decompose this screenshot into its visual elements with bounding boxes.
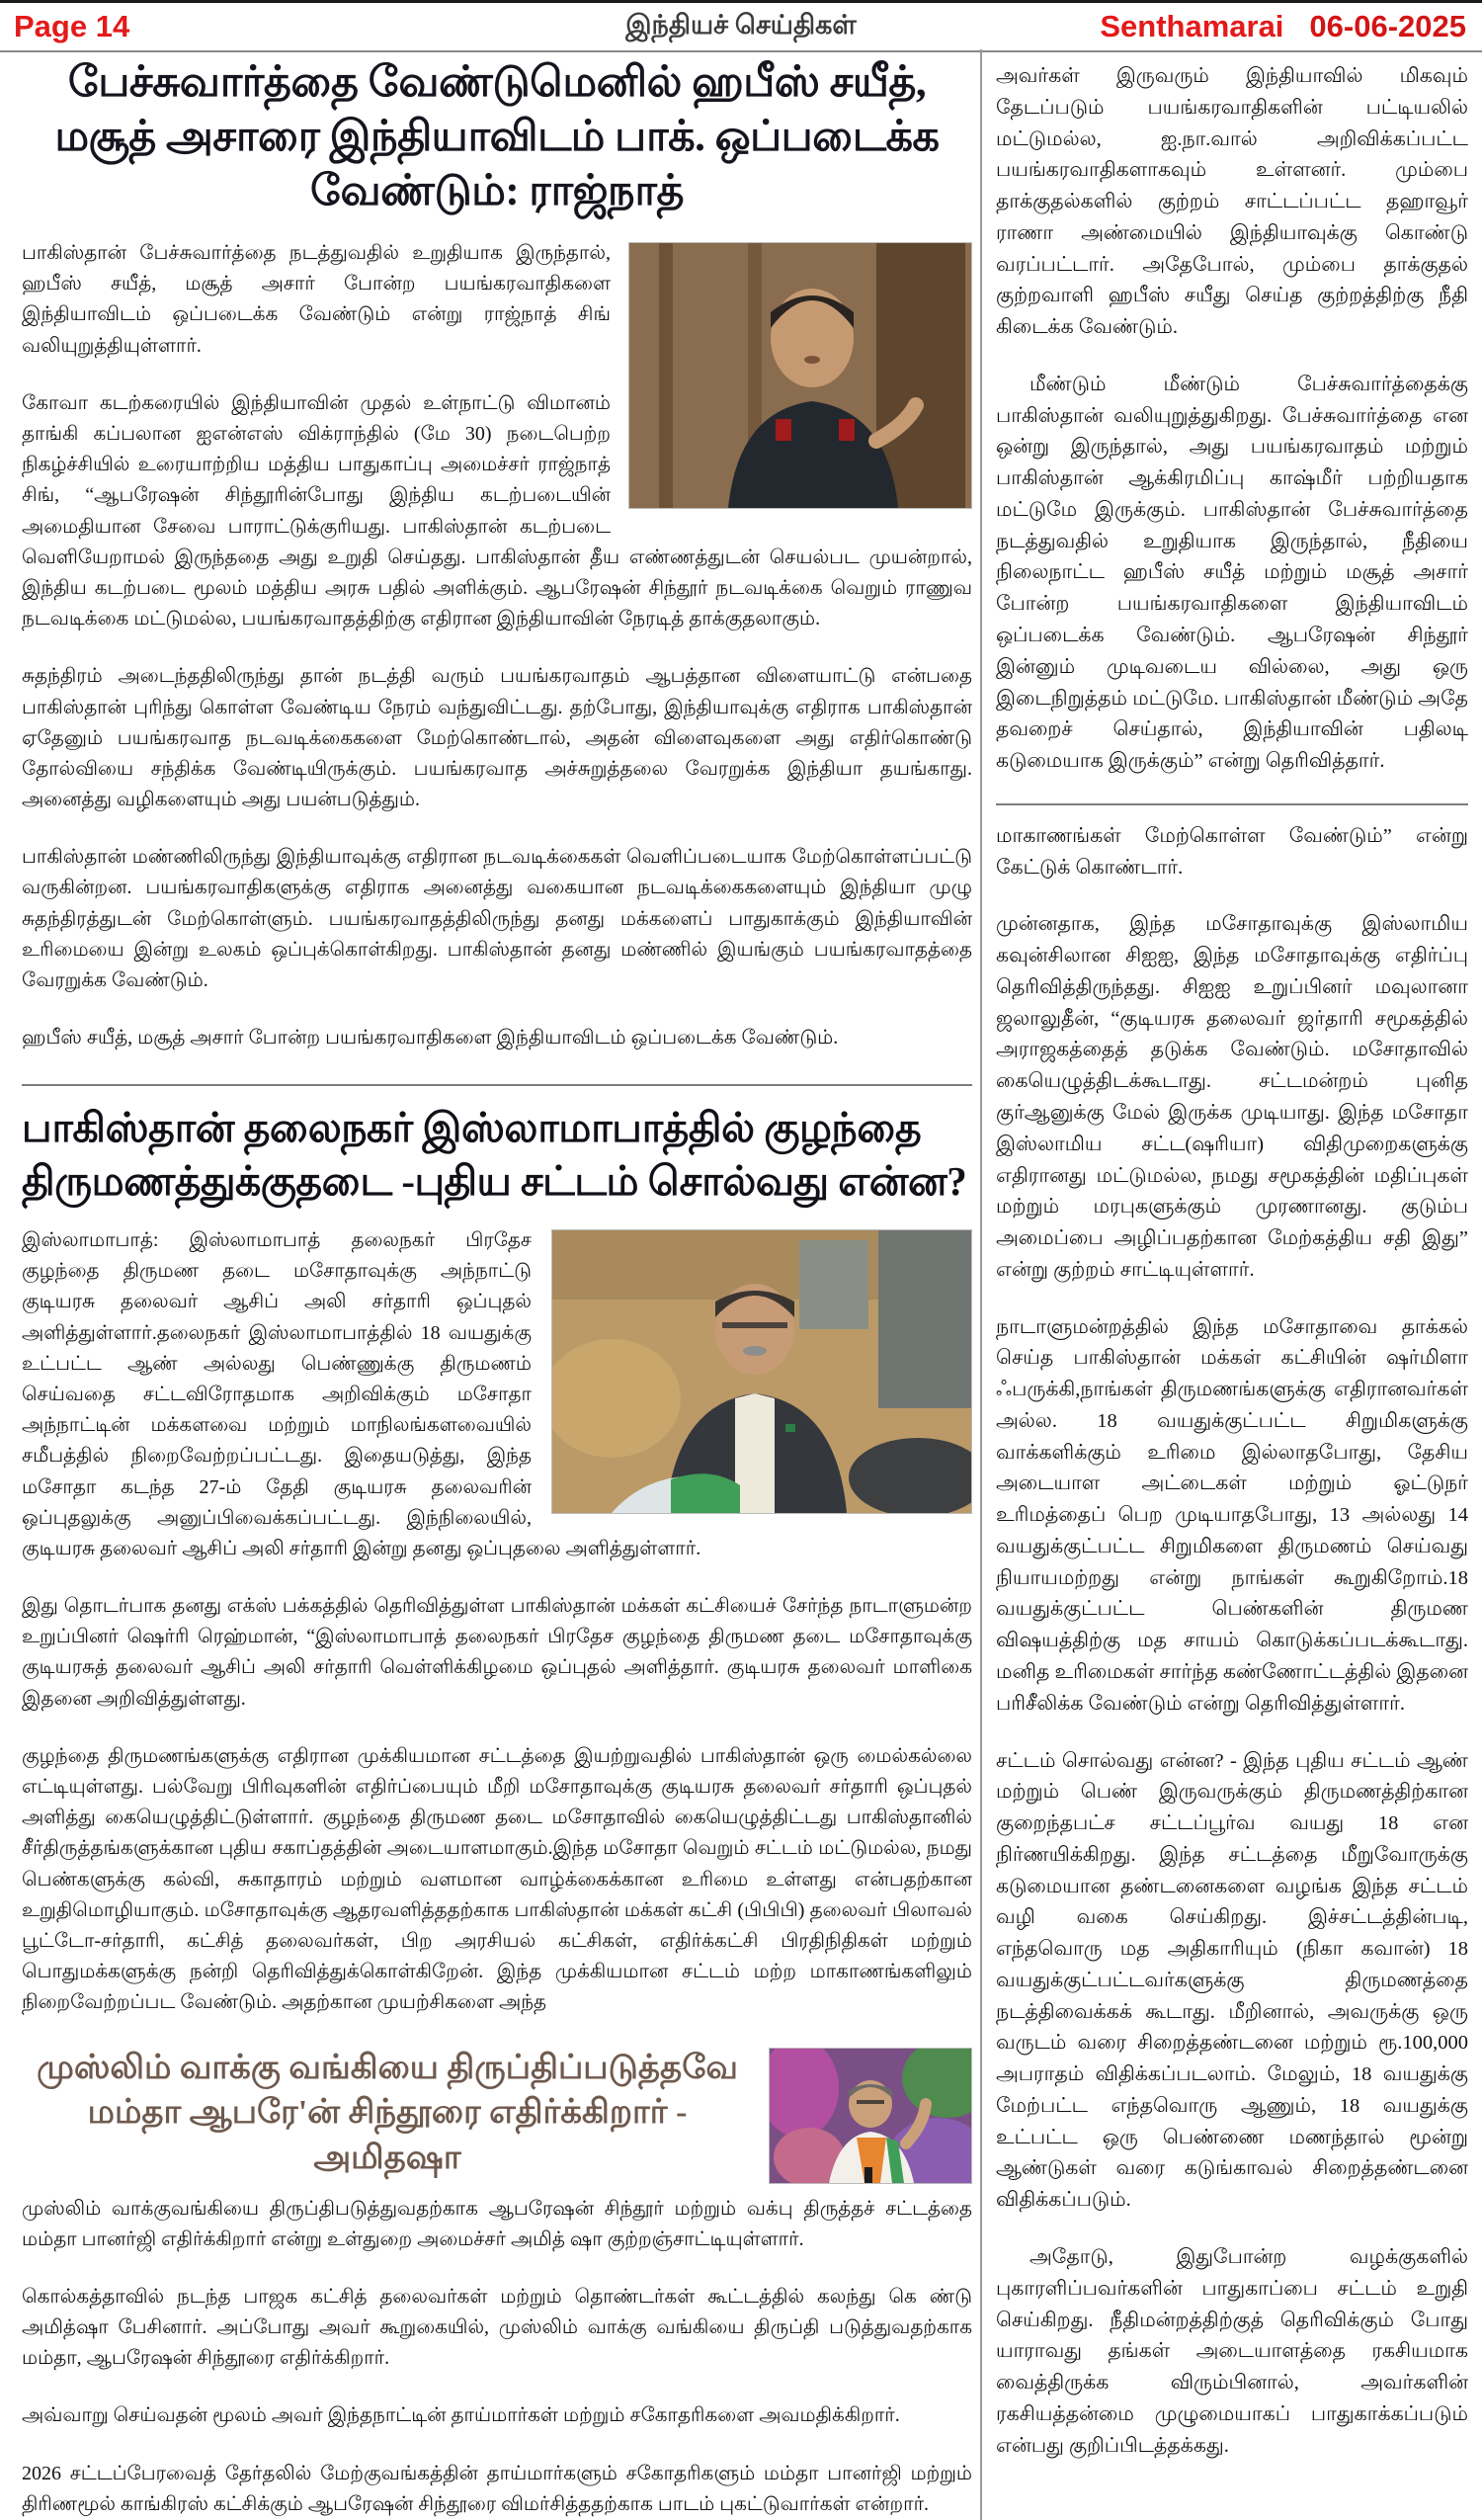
masthead bbox=[1100, 9, 1466, 44]
right-column-separator bbox=[996, 803, 1468, 805]
rajnath-singh-photo bbox=[628, 242, 972, 509]
issue-date: 06-06-2025 bbox=[1309, 9, 1466, 43]
article3-paragraph: கொல்கத்தாவில் நடந்த பாஜக கட்சித் தலைவர்கள் மற்றும் தொண்டர்கள் கூட்டத்தில் கலந்து கெ ண்டு அமித்ஷா பேசினார். அப்போது அவர் கூறுகையில், முஸ்லிம் வாக்கு வங்கியை திருப்தி படுத்துவதற்காக மம்தா, ஆபரேஷன் சிந்தூரை எதிர்க்கிறார். bbox=[22, 2285, 972, 2370]
column-divider bbox=[980, 49, 982, 2520]
article3-body bbox=[22, 2194, 972, 2520]
page-header bbox=[0, 0, 1482, 52]
article-amit-shah-mamata bbox=[22, 2046, 972, 2520]
article1-continuation: மீண்டும் மீண்டும் பேச்சுவார்த்தைக்கு பாகிஸ்தான் வலியுறுத்துகிறது. பேச்சுவார்த்தை என ஒன்று இருந்தால், அது பயங்கரவாதம் மற்றும் பாகிஸ்தான் ஆக்கிரமிப்பு காஷ்மீர் பற்றியதாக மட்டுமே இருக்கும். பாகிஸ்தான் பேச்சுவார்த்தை நடத்துவதில் உறுதியாக இருந்தால், நீதியை நிலைநாட்ட ஹபீஸ் சயீத் மற்றும் மசூத் அசார் போன்ற பயங்கரவாதிகளை இந்தியாவிடம் ஒப்படைக்க வேண்டும். ஆபரேஷன் சிந்தூர் இன்னும் முடிவடைய வில்லை, அது ஒரு இடைநிறுத்தம் மட்டுமே. பாகிஸ்தான் மீண்டும் அதே தவறைச் செய்தால், இந்தியாவின் பதிலடி கடுமையாக இருக்கும்” என்று தெரிவித்தார். bbox=[996, 373, 1468, 773]
amit-shah-photo bbox=[769, 2048, 972, 2184]
page-number: Page 14 bbox=[14, 9, 130, 43]
article-separator bbox=[22, 1084, 972, 1086]
article2-continuation: அதோடு, இதுபோன்ற வழக்குகளில் புகாரளிப்பவர்களின் பாதுகாப்பை சட்டம் உறுதி செய்கிறது. நீதிமன்றத்திற்குத் தெரிவிக்கும் போது யாராவது தங்கள் அடையாளத்தை ரகசியமாக வைத்திருக்க விரும்பினால், அவர்களின் ரகசியத்தன்மை முழுமையாகப் பாதுகாக்கப்படும் என்பது குறிப்பிடத்தக்கது. bbox=[996, 2246, 1468, 2457]
article1-headline: பேச்சுவார்த்தை வேண்டுமெனில் ஹபீஸ் சயீத், மசூத் அசாரை இந்தியாவிடம் பாக். ஒப்படைக்க வேண்டும்: ராஜ்நாத் bbox=[54, 59, 940, 215]
article3-paragraph: முஸ்லிம் வாக்குவங்கியை திருப்திபடுத்துவதற்காக ஆபரேஷன் சிந்தூர் மற்றும் வக்பு திருத்தச் சட்டத்தை மம்தா பானர்ஜி எதிர்க்கிறார் என்று உள்துறை அமைச்சர் அமித் ஷா குற்றஞ்சாட்டியுள்ளார். bbox=[22, 2197, 972, 2250]
article2-headline: பாகிஸ்தான் தலைநகர் இஸ்லாமாபாத்தில் குழந்தை திருமணத்துக்குதடை -புதிய சட்டம் சொல்வது என்ன? bbox=[22, 1105, 967, 1204]
article1-paragraph: பாகிஸ்தான் பேச்சுவார்த்தை நடத்துவதில் உறுதியாக இருந்தால், ஹபீஸ் சயீத், மசூத் அசார் போன்ற பயங்கரவாதிகளை இந்தியாவிடம் ஒப்படைக்க வேண்டும் என்று ராஜ்நாத் சிங் வலியுறுத்தியுள்ளார். bbox=[22, 242, 611, 357]
article1-paragraph: ஹபீஸ் சயீத், மசூத் அசார் போன்ற பயங்கரவாதிகளை இந்தியாவிடம் ஒப்படைக்க வேண்டும். bbox=[22, 1027, 839, 1050]
zardari-photo bbox=[551, 1229, 972, 1514]
article2-paragraph: இஸ்லாமாபாத்: இஸ்லாமாபாத் தலைநகர் பிரதேச குழந்தை திருமண தடை மசோதாவுக்கு அந்நாட்டு குடியரசு தலைவர் ஆசிப் அலி சர்தாரி ஒப்புதல் அளித்துள்ளார்.தலைநகர் இஸ்லாமாபாத்தில் 18 வயதுக்கு உட்பட்ட ஆண் அல்லது பெண்ணுக்கு திருமணம் செய்வதை சட்டவிரோதமாக அறிவிக்கும் மசோதா அந்நாட்டின் மக்களவை மற்றும் மாநிலங்களவையில் சமீபத்தில் நிறைவேற்றப்பட்டது. இதையடுத்து, இந்த மசோதா கடந்த 27-ம் தேதி குடியரசு தலைவரின் ஒப்புதலுக்கு அனுப்பிவைக்கப்பட்டது. இந்நிலையில், குடியரசு தலைவர் ஆசிப் அலி சர்தாரி இன்று தனது ஒப்புதலை அளித்துள்ளார். bbox=[22, 1229, 701, 1559]
article1-paragraph: சுதந்திரம் அடைந்ததிலிருந்து தான் நடத்தி வரும் பயங்கரவாதம் ஆபத்தான விளையாட்டு என்பதை பாகிஸ்தான் புரிந்து கொள்ள வேண்டிய நேரம் வந்துவிட்டது. தற்போது, இந்தியாவுக்கு எதிராக பாகிஸ்தான் ஏதேனும் பயங்கரவாத நடவடிக்கைகளை மேற்கொண்டால், அதன் விளைவுகளை அது எதிர்கொண்டு தோல்வியை சந்திக்க வேண்டியிருக்கும். பயங்கரவாத அச்சுறுத்தலை வேரறுக்க இந்தியா தயங்காது. அனைத்து வழிகளையும் அது பயன்படுத்தும். bbox=[22, 665, 972, 811]
article1-paragraph: பாகிஸ்தான் மண்ணிலிருந்து இந்தியாவுக்கு எதிரான நடவடிக்கைகள் வெளிப்படையாக மேற்கொள்ளப்பட்டு வருகின்றன. பயங்கரவாதிகளுக்கு எதிராக அனைத்து வகையான நடவடிக்கைகளையும் இந்தியா முழு சுதந்திரத்துடன் மேற்கொள்ளும். பயங்கரவாதத்திலிருந்து தனது மக்களைப் பாதுகாக்கும் இந்தியாவின் உரிமையை இன்று உலகம் ஒப்புக்கொள்கிறது. பாகிஸ்தான் தனது மண்ணில் இயங்கும் பயங்கரவாதத்தை வேரறுக்க வேண்டும். bbox=[22, 846, 972, 992]
article2-paragraph: குழந்தை திருமணங்களுக்கு எதிரான முக்கியமான சட்டத்தை இயற்றுவதில் பாகிஸ்தான் ஒரு மைல்கல்லை எட்டியுள்ளது. பல்வேறு பிரிவுகளின் எதிர்ப்பையும் மீறி மசோதாவுக்கு குடியரசு தலைவர் சர்தாரி ஒப்புதல் அளித்து கையெழுத்திட்டுள்ளார். குழந்தை திருமண தடை மசோதாவில் கையெழுத்திட்டது பாகிஸ்தானில் சீர்திருத்தங்களுக்கான புதிய சகாப்தத்தின் அடையாளமாகும்.இந்த மசோதா வெறும் சட்டம் மட்டுமல்ல, நமது பெண்களுக்கு கல்வி, சுகாதாரம் மற்றும் வளமான வாழ்க்கைக்கான உரிமை உள்ளது என்பதற்கான உறுதிமொழியாகும். மசோதாவுக்கு ஆதரவளித்ததற்காக பாகிஸ்தான் மக்கள் கட்சி (பிபிபி) தலைவர் பிலாவல் பூட்டோ-சர்தாரி, கட்சித் தலைவர்கள், பிற அரசியல் கட்சிகள், எதிர்க்கட்சி பிரதிநிதிகள் மற்றும் பொதுமக்களுக்கு நன்றி தெரிவித்துக்கொள்கிறேன். இந்த முக்கியமான சட்டம் மற்ற மாகாணங்களிலும் நிறைவேற்றப்பட வேண்டும். அதற்கான முயற்சிகளை அந்த bbox=[22, 1744, 972, 2014]
article2-paragraph: இது தொடர்பாக தனது எக்ஸ் பக்கத்தில் தெரிவித்துள்ள பாகிஸ்தான் மக்கள் கட்சியைச் சேர்ந்த நாடாளுமன்ற உறுப்பினர் ஷெர்ரி ரெஹ்மான், “இஸ்லாமாபாத் தலைநகர் பிரதேச குழந்தை திருமண தடை மசோதாவுக்கு குடியரசுத் தலைவர் ஆசிப் அலி சர்தாரி வெள்ளிக்கிழமை ஒப்புதல் அளித்தார். குடியரசு தலைவர் மாளிகை இதனை அறிவித்துள்ளது. bbox=[22, 1595, 972, 1710]
section-title: இந்தியச் செய்திகள் bbox=[625, 9, 857, 40]
article3-paragraph: அவ்வாறு செய்வதன் மூலம் அவர் இந்தநாட்டின் தாய்மார்கள் மற்றும் சகோதரிகளை அவமதிக்கிறார். bbox=[22, 2404, 900, 2427]
article3-paragraph: 2026 சட்டப்பேரவைத் தேர்தலில் மேற்குவங்கத்தின் தாய்மார்களும் சகோதரிகளும் மம்தா பானர்ஜி மற்றும் திரிணமூல் காங்கிரஸ் கட்சிக்கும் ஆபரேஷன் சிந்தூரை விமர்சித்ததற்காக பாடம் புகட்டுவார்கள் என்றார். bbox=[22, 2462, 972, 2515]
article1-continuation: அவர்கள் இருவரும் இந்தியாவில் மிகவும் தேடப்படும் பயங்கரவாதிகளின் பட்டியலில் மட்டுமல்ல, ஐ.நா.வால் அறிவிக்கப்பட்ட பயங்கரவாதிகளாகவும் உள்ளனர். மும்பை தாக்குதல்களில் குற்றம் சாட்டப்பட்ட தஹாவூர் ராணா அண்மையில் இந்தியாவுக்கு கொண்டு வரப்பட்டார். அதேபோல், மும்பை தாக்குதல் குற்றவாளி ஹபீஸ் சயீது செய்த குற்றத்திற்கு நீதி கிடைக்க வேண்டும். bbox=[996, 65, 1468, 339]
article3-header bbox=[22, 2046, 972, 2194]
article-child-marriage-law bbox=[22, 1102, 972, 2018]
article-rajnath-talks bbox=[22, 55, 972, 1080]
paper-name: Senthamarai bbox=[1100, 9, 1284, 43]
article2-continuation: சட்டம் சொல்வது என்ன? - இந்த புதிய சட்டம் ஆண் மற்றும் பெண் இருவருக்கும் திருமணத்திற்கான குறைந்தபட்ச சட்டப்பூர்வ வயது 18 என நிர்ணயிக்கிறது. இந்த சட்டத்தை மீறுவோருக்கு கடுமையான தண்டனைகளை வழங்க இந்த சட்டம் வழி வகை செய்கிறது. இச்சட்டத்தின்படி, எந்தவொரு மத அதிகாரியும் (நிகா கவான்) 18 வயதுக்குட்பட்டவர்களுக்கு திருமணத்தை நடத்திவைக்கக் கூடாது. மீறினால், அவருக்கு ஒரு வருடம் வரை சிறைத்தண்டனை மற்றும் ரூ.100,000 அபராதம் விதிக்கப்படலாம். மேலும், 18 வயதுக்கு மேற்பட்ட எந்தவொரு ஆணும், 18 வயதுக்கு உட்பட்ட ஒரு பெண்ணை மணந்தால் மூன்று ஆண்டுகள் வரை கடுங்காவல் சிறைத்தண்டனை விதிக்கப்படும். bbox=[996, 1749, 1468, 2212]
article2-body bbox=[22, 1225, 972, 2019]
article2-continuation: மாகாணங்கள் மேற்கொள்ள வேண்டும்” என்று கேட்டுக் கொண்டார். bbox=[996, 824, 1468, 879]
main-columns bbox=[22, 55, 972, 2520]
article2-continuation: முன்னதாக, இந்த மசோதாவுக்கு இஸ்லாமிய கவுன்சிலான சிஐஐ, இந்த மசோதாவுக்கு எதிர்ப்பு தெரிவித்திருந்தது. சிஐஐ உறுப்பினர் மவுலானா ஜலாலுதீன், “குடியரசு தலைவர் ஜர்தாரி சமூகத்தில் அராஜகத்தைத் தடுக்க வேண்டும். மசோதாவில் கையெழுத்திடக்கூடாது. சட்டமன்றம் புனித குர்ஆனுக்கு மேல் இருக்க முடியாது. இந்த மசோதா இஸ்லாமிய சட்ட(ஷரியா) விதிமுறைகளுக்கு எதிரானது மட்டுமல்ல, நமது சமூகத்தின் மதிப்புகள் மற்றும் மரபுகளுக்கும் முரணானது. குடும்ப அமைப்பை அழிப்பதற்கான மேற்கத்திய சதி இது” என்று குற்றம் சாட்டியுள்ளார். bbox=[996, 913, 1468, 1281]
article1-paragraph: கோவா கடற்கரையில் இந்தியாவின் முதல் உள்நாட்டு விமானம் தாங்கி கப்பலான ஐஎன்எஸ் விக்ராந்தில் (மே 30) நடைபெற்ற நிகழ்ச்சியில் உரையாற்றிய மத்திய பாதுகாப்பு அமைச்சர் ராஜ்நாத் சிங், “ஆபரேஷன் சிந்தூரின்போது இந்திய கடற்படையின் அமைதியான சேவை பாராட்டுக்குரியது. பாகிஸ்தான் கடற்படை வெளியேறாமல் இருந்ததை அது உறுதி செய்தது. பாகிஸ்தான் தீய எண்ணத்துடன் செயல்பட முயன்றால், இந்திய கடற்படை மூலம் மத்திய அரசு பதில் அளிக்கும். ஆபரேஷன் சிந்தூர் நடவடிக்கை வெறும் ராணுவ நடவடிக்கை மட்டுமல்ல, பயங்கரவாதத்திற்கு எதிரான இந்தியாவின் நேரடித் தாக்குதலாகும். bbox=[22, 391, 972, 630]
article2-continuation: நாடாளுமன்றத்தில் இந்த மசோதாவை தாக்கல் செய்த பாகிஸ்தான் மக்கள் கட்சியின் ஷர்மிளா ஃபருக்கி,நாங்கள் திருமணங்களுக்கு எதிரானவர்கள் அல்ல. 18 வயதுக்குட்பட்ட சிறுமிகளுக்கு வாக்களிக்கும் உரிமை இல்லாதபோது, தேசிய அடையாள அட்டைகள் மற்றும் ஓட்டுநர் உரிமத்தைப் பெற முடியாதபோது, 13 அல்லது 14 வயதுக்குட்பட்ட சிறுமிகளை திருமணம் செய்வது நியாயமற்றது என்று நாங்கள் கூறுகிறோம்.18 வயதுக்குட்பட்ட பெண்களின் திருமண விஷயத்திற்கு மத சாயம் கொடுக்கப்படக்கூடாது. மனித உரிமைகள் சார்ந்த கண்ணோட்டத்தில் இதனை பரிசீலிக்க வேண்டும் என்று தெரிவித்துள்ளார். bbox=[996, 1315, 1468, 1715]
article1-body bbox=[22, 238, 972, 1080]
right-column bbox=[996, 61, 1468, 2470]
article3-headline: முஸ்லிம் வாக்கு வங்கியை திருப்திப்படுத்தவே மம்தா ஆபரே'ன் சிந்தூரை எதிர்க்கிறார் - அமிதஷா bbox=[37, 2049, 738, 2177]
